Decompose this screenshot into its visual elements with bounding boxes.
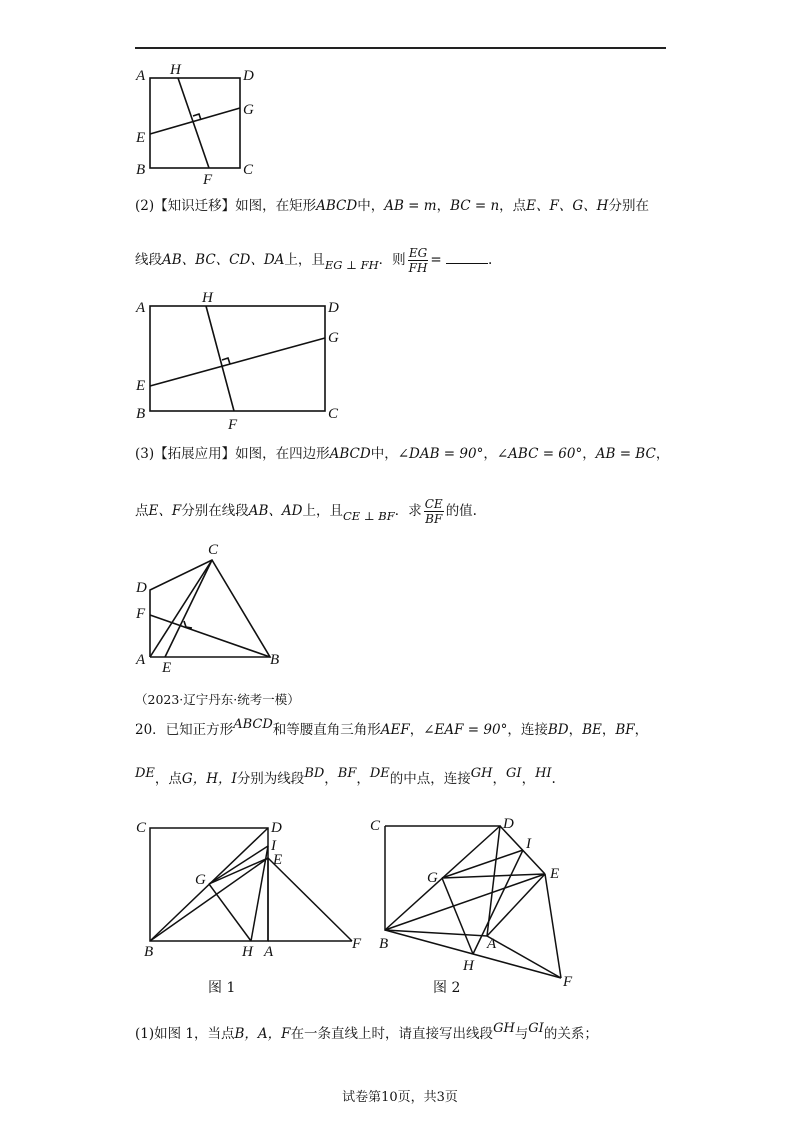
q20-line1: 20．已知正方形ABCD和等腰直角三角形AEF，∠EAF = 90°，连接BD，BE，BF，: [135, 717, 649, 738]
label-F: F: [228, 417, 238, 433]
label-F: F: [136, 606, 146, 622]
segment-hf: [178, 78, 209, 168]
page-footer: 试卷第10页，共3页: [342, 1090, 458, 1105]
segment-ae: [487, 874, 545, 936]
segment-gh: [209, 884, 251, 941]
segment-hi: [473, 850, 523, 954]
label-E: E: [162, 660, 172, 676]
label-G: G: [427, 870, 438, 886]
label-D: D: [271, 820, 282, 836]
label-E: E: [550, 866, 560, 882]
fraction-ce-bf: $\frac{CE}{BF}$: [424, 497, 443, 526]
segment-hi: [251, 846, 268, 941]
source-note: （2023·辽宁丹东·统考一模）: [135, 692, 300, 707]
q3-line2: 点E、F分别在线段AB、AD上，且CE ⊥ BF．求 $\frac{CE}{BF}$ 的值.: [135, 497, 477, 526]
label-E: E: [136, 378, 146, 394]
segment-hf: [206, 306, 234, 411]
quad-outline: [150, 560, 270, 657]
figure-rectangle-abcd: [130, 288, 355, 433]
label-A: A: [136, 652, 146, 668]
label-B: B: [270, 652, 280, 668]
label-B: B: [144, 944, 154, 960]
answer-blank: [446, 251, 488, 264]
segment-ef: [545, 874, 561, 978]
label-D: D: [136, 580, 147, 596]
right-angle-mark: [184, 621, 192, 628]
q20-1-line: (1)如图 1，当点B，A，F在一条直线上时，请直接写出线段GH与GI的关系；: [135, 1021, 598, 1042]
label-G: G: [328, 330, 339, 346]
label-F: F: [352, 936, 362, 952]
label-B: B: [379, 936, 389, 952]
label-F: F: [203, 172, 213, 188]
segment-eg: [150, 108, 240, 134]
label-G: G: [243, 102, 254, 118]
caption-fig2: 图 2: [433, 980, 461, 996]
label-C: C: [243, 162, 254, 178]
label-H: H: [463, 958, 474, 974]
label-I: I: [271, 838, 276, 854]
segment-ge: [209, 858, 268, 884]
rectangle-outline: [150, 306, 325, 411]
label-E: E: [136, 130, 146, 146]
label-C: C: [208, 542, 219, 558]
q20-line2: DE，点G，H，I分别为线段BD，BF，DE的中点，连接GH，GI，HI.: [135, 766, 556, 787]
label-A: A: [136, 68, 146, 84]
segment-be: [385, 874, 545, 930]
label-A: A: [264, 944, 274, 960]
segment-ef: [268, 858, 352, 941]
segment-be: [150, 858, 268, 941]
segment-gh: [442, 878, 473, 954]
label-B: B: [136, 162, 146, 178]
label-H: H: [202, 290, 213, 306]
q2-line2: 线段AB、BC、CD、DA上，且EG ⊥ FH．则 $\frac{EG}{FH}$ = .: [135, 246, 493, 275]
header-rule: [135, 47, 666, 49]
label-I: I: [526, 836, 531, 852]
figure-square-abcd: [130, 62, 270, 187]
figure-1: [130, 818, 370, 998]
label-G: G: [195, 872, 206, 888]
label-D: D: [243, 68, 254, 84]
label-C: C: [328, 406, 339, 422]
label-D: D: [328, 300, 339, 316]
segment-af: [487, 936, 561, 978]
segment-eg: [150, 338, 325, 386]
label-A: A: [136, 300, 146, 316]
label-C: C: [136, 820, 147, 836]
label-C: C: [370, 818, 381, 834]
q2-line1: (2)【知识迁移】如图，在矩形ABCD中，AB = m，BC = n，点E、F、G、H分别在: [135, 198, 649, 214]
label-H: H: [170, 62, 181, 78]
label-D: D: [503, 816, 514, 832]
fraction-eg-fh: $\frac{EG}{FH}$: [408, 246, 428, 275]
label-E: E: [273, 852, 283, 868]
q3-line1: (3)【拓展应用】如图，在四边形ABCD中，∠DAB = 90°，∠ABC = 60°，AB = BC，: [135, 446, 670, 462]
caption-fig1: 图 1: [208, 980, 236, 996]
label-F: F: [563, 974, 573, 990]
square-outline: [150, 78, 240, 168]
figure-quadrilateral-abcd: [130, 540, 295, 680]
right-angle-mark: [222, 358, 230, 364]
label-B: B: [136, 406, 146, 422]
label-H: H: [242, 944, 253, 960]
figure-2: [365, 808, 590, 998]
segment-ce: [165, 560, 212, 657]
label-A: A: [487, 936, 497, 952]
